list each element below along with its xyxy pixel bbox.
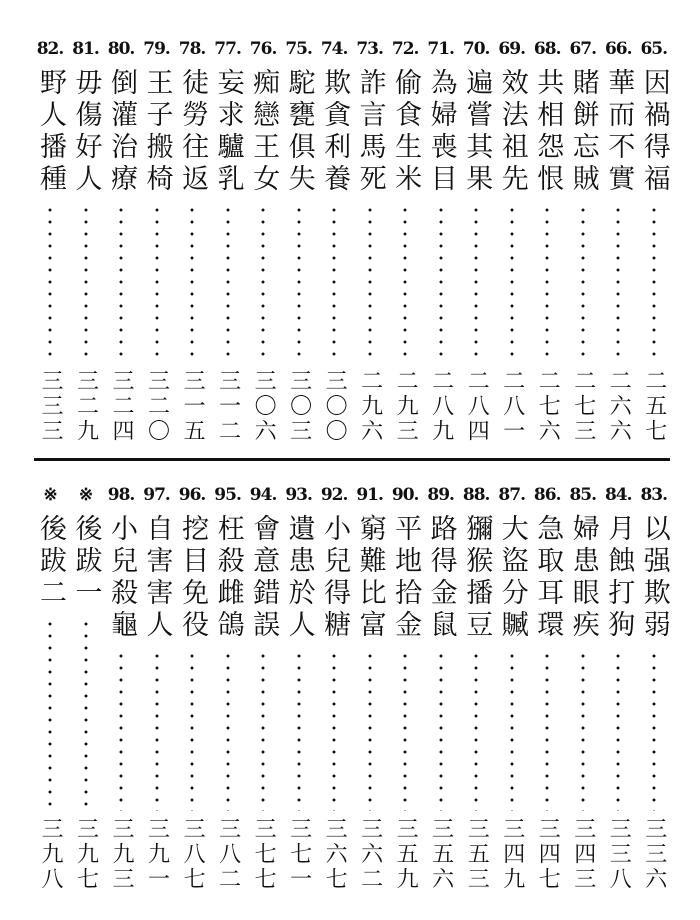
entry-page-number: 二八九 [428, 369, 454, 444]
toc-entry [70, 34, 102, 444]
entry-page-number: 三九三 [109, 817, 135, 892]
entry-title: 倒灌治療 [106, 68, 138, 196]
dot-leader [652, 204, 656, 363]
entry-number: 80. [107, 39, 135, 59]
entry-title: 小兒得糖 [319, 514, 351, 642]
toc-entry [602, 34, 634, 444]
toc-entry [34, 34, 66, 444]
dot-leader [545, 204, 549, 363]
dot-leader [190, 204, 194, 363]
toc-entry [602, 480, 634, 892]
dot-leader [84, 618, 88, 811]
entry-number: 65. [640, 39, 668, 59]
toc-entry [567, 480, 599, 892]
entry-title: 效法祖先 [496, 68, 528, 196]
toc-entry [389, 34, 421, 444]
toc-entry [105, 480, 137, 892]
toc-entry [389, 480, 421, 892]
toc-entry [247, 480, 279, 892]
entry-title: 賭餅忘賊 [567, 68, 599, 196]
entry-title: 欺貪利養 [319, 68, 351, 196]
entry-page-number: 三九八 [38, 817, 63, 892]
dot-leader [545, 650, 549, 811]
entry-page-number: 二五七 [641, 369, 667, 444]
toc-entry [354, 480, 386, 892]
toc-entry [638, 480, 670, 892]
dot-leader [226, 204, 230, 363]
entry-page-number: 二六六 [606, 369, 632, 444]
entry-title: 駝甕俱失 [283, 68, 315, 196]
entry-number: 68. [533, 39, 561, 59]
entry-page-number: 三二四 [109, 369, 135, 444]
dot-leader [616, 650, 620, 811]
entry-page-number: 二八四 [464, 369, 490, 444]
dot-leader [581, 650, 585, 811]
dot-leader [652, 650, 656, 811]
toc-entry [318, 480, 350, 892]
entry-title: 詐言馬死 [354, 68, 386, 196]
dot-leader [84, 204, 88, 363]
entry-number: ※ [78, 485, 93, 505]
entry-title: 婦患眼疾 [567, 514, 599, 642]
dot-leader [261, 204, 265, 363]
entry-number: 71. [427, 39, 454, 59]
entry-number: ※ [43, 485, 57, 505]
entry-title: 妄求驢乳 [212, 68, 244, 196]
entry-page-number: 二九三 [393, 369, 419, 444]
entry-number: 81. [72, 39, 99, 59]
entry-title: 後跋二 [35, 514, 66, 610]
entry-page-number: 三二九 [73, 369, 99, 444]
dot-leader [403, 650, 407, 811]
entry-title: 會意錯誤 [248, 514, 280, 642]
entry-number: 72. [391, 39, 419, 59]
toc-entry [283, 480, 315, 892]
toc-entry [425, 480, 457, 892]
entry-page-number: 三一五 [180, 369, 206, 444]
entry-number: 78. [178, 39, 206, 59]
entry-number: 90. [391, 485, 419, 505]
entry-number: 66. [604, 39, 632, 59]
entry-page-number: 三〇六 [251, 369, 277, 444]
entry-title: 王子搬椅 [141, 68, 173, 196]
entry-title: 遍嘗其果 [461, 68, 493, 196]
dot-leader [510, 650, 514, 811]
dot-leader [368, 204, 372, 363]
entry-title: 後跋一 [70, 514, 102, 610]
dot-leader [190, 650, 194, 811]
entry-page-number: 三七七 [251, 817, 277, 892]
entry-number: 92. [320, 485, 348, 505]
toc-entry [531, 480, 563, 892]
entry-page-number: 三四九 [499, 817, 525, 892]
entry-title: 華而不實 [603, 68, 635, 196]
entry-number: 87. [498, 485, 525, 505]
entry-number: 69. [498, 39, 525, 59]
toc-entry [638, 34, 670, 444]
entry-title: 野人播種 [35, 68, 66, 196]
entry-number: 89. [427, 485, 454, 505]
toc-entry [247, 34, 279, 444]
toc-entry [425, 34, 457, 444]
toc-entry [567, 34, 599, 444]
toc-entry [460, 34, 492, 444]
toc-entry [531, 34, 563, 444]
toc-entry [212, 480, 244, 892]
entry-title: 痴戀王女 [248, 68, 280, 196]
entry-page-number: 三三六 [641, 817, 667, 892]
toc-entry [496, 480, 528, 892]
toc-entry [460, 480, 492, 892]
entry-number: 84. [604, 485, 632, 505]
entry-page-number: 三六二 [357, 817, 383, 892]
entry-page-number: 三五九 [393, 817, 419, 892]
toc-top-block [34, 34, 670, 444]
entry-page-number: 三五三 [464, 817, 490, 892]
entry-page-number: 三九一 [144, 817, 170, 892]
entry-number: 67. [569, 39, 597, 59]
toc-entry [141, 34, 173, 444]
dot-leader [332, 650, 336, 811]
entry-title: 急取耳環 [532, 514, 564, 642]
entry-title: 毋傷好人 [70, 68, 102, 196]
toc-entry [354, 34, 386, 444]
entry-page-number: 三四七 [535, 817, 561, 892]
entry-title: 枉殺雌鴿 [212, 514, 244, 642]
entry-page-number: 三八七 [180, 817, 206, 892]
dot-leader [616, 204, 620, 363]
dot-leader [510, 204, 514, 363]
entry-number: 93. [285, 485, 312, 505]
toc-bottom-block [34, 480, 670, 892]
toc-entry [70, 480, 102, 892]
entry-number: 97. [143, 485, 170, 505]
entry-title: 共相怨恨 [532, 68, 564, 196]
entry-title: 窮難比富 [354, 514, 386, 642]
entry-number: 74. [320, 39, 348, 59]
dot-leader [581, 204, 585, 363]
entry-number: 96. [178, 485, 206, 505]
dot-leader [368, 650, 372, 811]
dot-leader [48, 618, 52, 811]
entry-number: 86. [533, 485, 561, 505]
toc-entry [141, 480, 173, 892]
entry-page-number: 三〇〇 [322, 369, 348, 444]
entry-title: 自害害人 [141, 514, 173, 642]
entry-page-number: 三三三 [38, 369, 63, 444]
entry-title: 挖目免役 [177, 514, 209, 642]
entry-page-number: 三六七 [322, 817, 348, 892]
toc-entry [34, 480, 66, 892]
entry-page-number: 二八一 [499, 369, 525, 444]
dot-leader [297, 650, 301, 811]
dot-leader [48, 204, 52, 363]
entry-number: 73. [356, 39, 383, 59]
toc-entry [318, 34, 350, 444]
entry-title: 路得金鼠 [425, 514, 457, 642]
entry-page-number: 二七六 [535, 369, 561, 444]
entry-page-number: 三三八 [606, 817, 632, 892]
entry-number: 98. [107, 485, 135, 505]
entry-number: 83. [640, 485, 668, 505]
dot-leader [332, 204, 336, 363]
entry-title: 為婦喪目 [425, 68, 457, 196]
dot-leader [474, 204, 478, 363]
entry-title: 偷食生米 [390, 68, 422, 196]
entry-title: 徒勞往返 [177, 68, 209, 196]
dot-leader [439, 650, 443, 811]
entry-page-number: 三七一 [286, 817, 312, 892]
entry-page-number: 三八二 [215, 817, 241, 892]
dot-leader [403, 204, 407, 363]
entry-page-number: 三九七 [73, 817, 99, 892]
dot-leader [155, 650, 159, 811]
dot-leader [474, 650, 478, 811]
entry-number: 82. [36, 39, 64, 59]
toc-entry [283, 34, 315, 444]
entry-number: 70. [462, 39, 490, 59]
entry-page-number: 二九六 [357, 369, 383, 444]
entry-number: 94. [249, 485, 277, 505]
toc-entry [176, 34, 208, 444]
entry-title: 獼猴播豆 [461, 514, 493, 642]
entry-title: 月蝕打狗 [603, 514, 635, 642]
entry-number: 76. [249, 39, 277, 59]
toc-entry [212, 34, 244, 444]
entry-number: 79. [143, 39, 170, 59]
entry-number: 91. [356, 485, 383, 505]
entry-number: 88. [462, 485, 490, 505]
entry-title: 小兒殺龜 [106, 514, 138, 642]
entry-number: 77. [214, 39, 241, 59]
entry-page-number: 三五六 [428, 817, 454, 892]
entry-number: 95. [214, 485, 241, 505]
entry-page-number: 三〇三 [286, 369, 312, 444]
entry-title: 平地拾金 [390, 514, 422, 642]
entry-page-number: 二七三 [570, 369, 596, 444]
dot-leader [261, 650, 265, 811]
entry-title: 大盜分贓 [496, 514, 528, 642]
dot-leader [297, 204, 301, 363]
dot-leader [226, 650, 230, 811]
entry-title: 因禍得福 [638, 68, 670, 196]
entry-page-number: 三一二 [215, 369, 241, 444]
entry-title: 以强欺弱 [638, 514, 670, 642]
entry-page-number: 三四三 [570, 817, 596, 892]
entry-page-number: 三二〇 [144, 369, 170, 444]
dot-leader [439, 204, 443, 363]
dot-leader [155, 204, 159, 363]
entry-number: 85. [569, 485, 597, 505]
dot-leader [119, 204, 123, 363]
toc-entry [176, 480, 208, 892]
section-divider [34, 458, 670, 461]
dot-leader [119, 650, 123, 811]
toc-entry [105, 34, 137, 444]
entry-number: 75. [285, 39, 312, 59]
entry-title: 遺患於人 [283, 514, 315, 642]
toc-entry [496, 34, 528, 444]
